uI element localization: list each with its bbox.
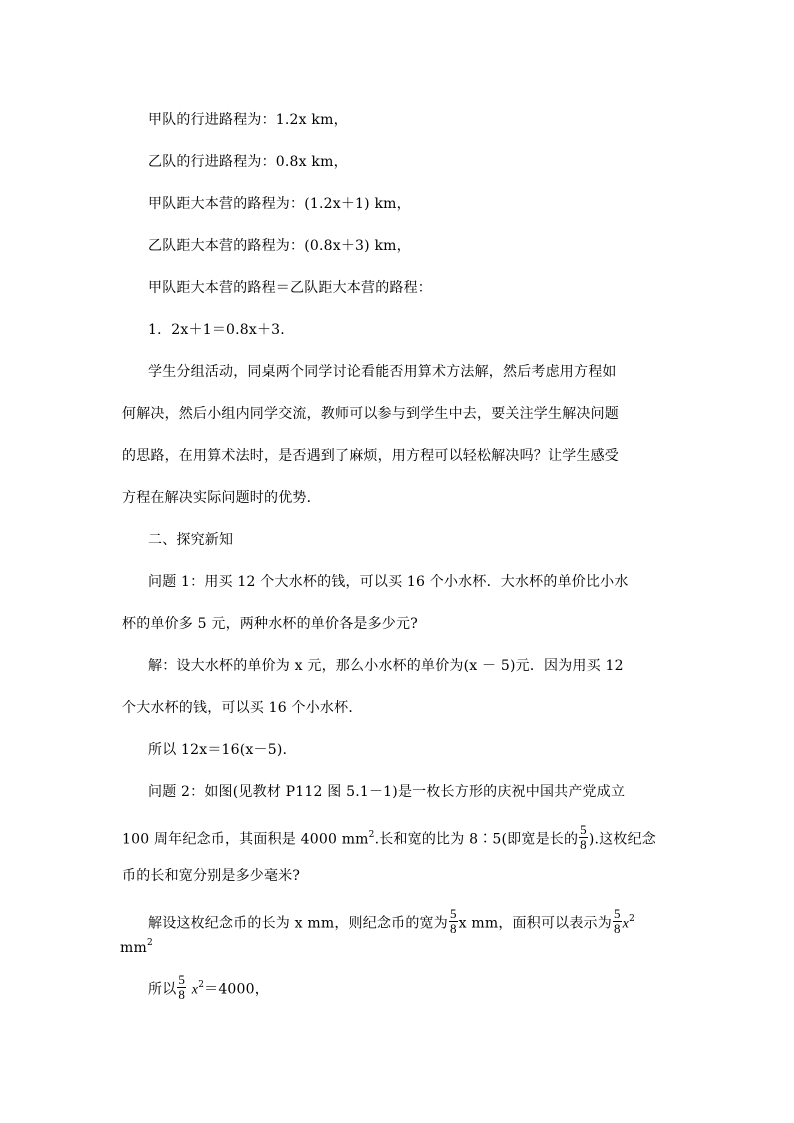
fraction — [613, 907, 622, 936]
superscript: 2 — [368, 829, 375, 840]
text-span: 所以 — [148, 981, 177, 998]
equation-line: 1．2x＋1＝0.8x＋3. — [148, 322, 285, 338]
fraction-denominator: 8 — [449, 921, 457, 936]
equation-line — [148, 972, 269, 1004]
problem-line: 币的长和宽分别是多少毫米? — [122, 868, 301, 884]
text-span: .长和宽的比为 8∶5(即宽是长的 — [374, 831, 579, 848]
paragraph-line: 学生分组活动，同桌两个同学讨论看能否用算术方法解，然后考虑用方程如 — [148, 364, 617, 380]
problem-line: 问题 2：如图(见教材 P112 图 5.1－1)是一枚长方形的庆祝中国共产党成立 — [148, 784, 626, 800]
section-heading: 二、探究新知 — [148, 532, 234, 548]
text-line: 乙队距大本营的路程为：(0.8x＋3) km， — [148, 238, 411, 254]
text-span: x mm，面积可以表示为 — [458, 915, 612, 932]
superscript: 2 — [629, 913, 636, 924]
fraction-numerator: 5 — [178, 972, 186, 987]
problem-line: 问题 1：用买 12 个大水杯的钱，可以买 16 个小水杯．大水杯的单价比小水 — [148, 574, 629, 590]
fraction-denominator: 8 — [178, 987, 186, 1002]
fraction-denominator: 8 — [613, 921, 621, 936]
text-span: ＝4000， — [204, 981, 269, 998]
problem-line: 杯的单价多 5 元，两种水杯的单价各是多少元? — [122, 616, 418, 632]
text-line: 甲队距大本营的路程＝乙队距大本营的路程： — [148, 280, 432, 296]
text-line: 甲队距大本营的路程为：(1.2x＋1) km， — [148, 196, 411, 212]
fraction-denominator: 8 — [580, 837, 587, 852]
text-span: 100 周年纪念币，其面积是 4000 mm — [122, 831, 369, 848]
superscript: 2 — [198, 979, 205, 990]
fraction — [579, 823, 588, 852]
text-span: mm — [120, 940, 147, 956]
fraction-numerator: 5 — [613, 906, 621, 921]
variable: x — [622, 916, 630, 932]
text-line: 甲队的行进路程为：1.2x km， — [148, 112, 348, 128]
text-line: 乙队的行进路程为：0.8x km， — [148, 154, 348, 170]
solution-line — [120, 939, 153, 957]
equation-line: 所以 12x＝16(x－5). — [148, 742, 288, 758]
solution-line — [148, 906, 636, 938]
fraction — [449, 907, 458, 936]
text-span: ).这枚纪念 — [588, 831, 656, 848]
text-span: 解设这枚纪念币的长为 x mm，则纪念币的宽为 — [148, 915, 448, 932]
paragraph-line: 何解决，然后小组内同学交流，教师可以参与到学生中去，要关注学生解决问题 — [122, 406, 619, 422]
solution-line: 个大水杯的钱，可以买 16 个小水杯． — [122, 700, 363, 716]
fraction-numerator: 5 — [449, 906, 457, 921]
problem-line — [122, 822, 656, 854]
variable: x — [191, 982, 199, 998]
superscript: 2 — [146, 938, 153, 949]
solution-line: 解：设大水杯的单价为 x 元，那么小水杯的单价为(x － 5)元．因为用买 12 — [148, 658, 624, 674]
paragraph-line: 的思路，在用算术法时，是否遇到了麻烦，用方程可以轻松解决吗？让学生感受 — [122, 448, 619, 464]
fraction-numerator: 5 — [580, 822, 587, 837]
fraction — [177, 973, 186, 1002]
paragraph-line: 方程在解决实际问题时的优势． — [122, 490, 321, 506]
